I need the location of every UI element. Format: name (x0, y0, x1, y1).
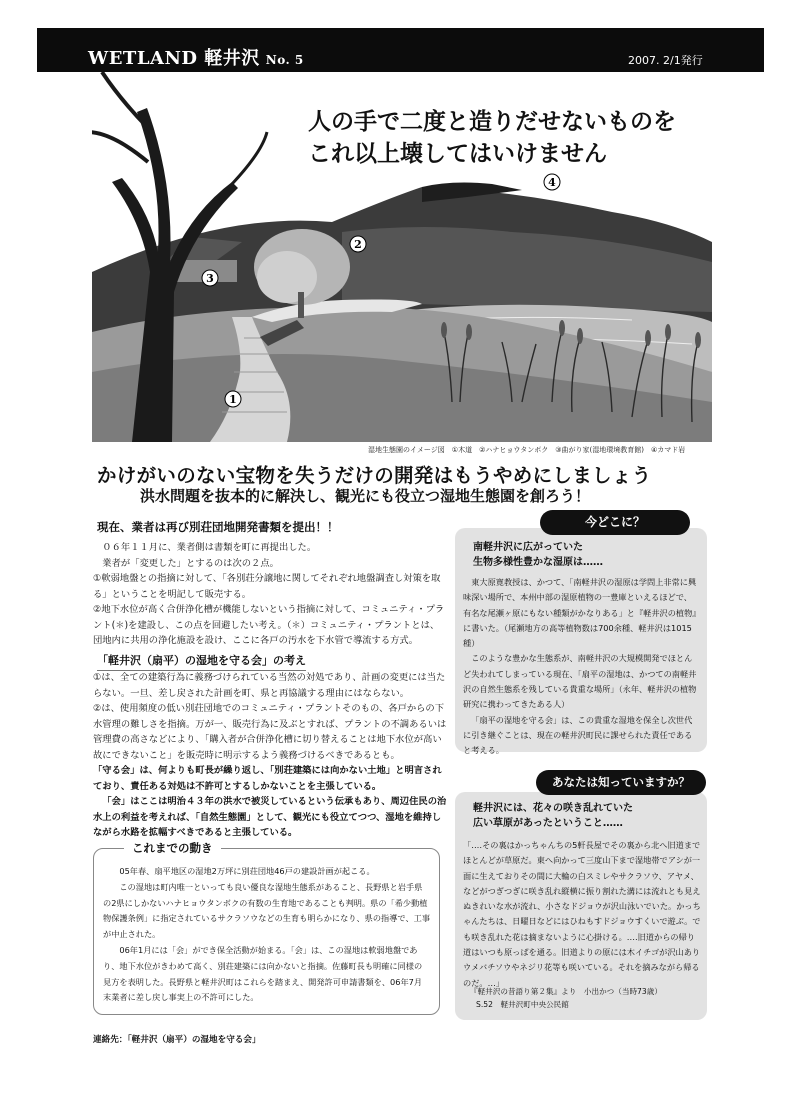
headline (308, 106, 676, 170)
paragraph: ０６年１１月に、業者側は書類を町に再提出した。 (102, 542, 317, 553)
heading-line: 生物多様性豊かな湿原は…… (473, 557, 603, 568)
paragraph: このような豊かな生態系が、南軽井沢の大規模開発でほとんど失われてしまっている現在、「扇平の湿地は、かつての南軽井沢の自然生態系を残している貴重な場所」（永年、軽井沢の植物研究に携わってきたある人） (463, 653, 697, 710)
illustration-caption: 湿地生態園のイメージ図 ①木道 ②ハナヒョウタンボク ③曲がり家(湿地環境教育館) ④カマド岩 (368, 446, 686, 454)
source-line: 『軽井沢の昔語り第２集』より 小出かつ（当時73歳） (470, 987, 662, 996)
paragraph: 「扇平の湿地を守る会」は、この貴重な湿地を保全し次世代に引き継ぐことは、現在の軽井沢町民に課せられた責任であると考える。 (463, 714, 693, 756)
contact-line: 連絡先：「軽井沢（扇平）の湿地を守る会」 (93, 1035, 261, 1045)
newsletter-title (88, 44, 304, 70)
paragraph: 東大原寛教授は、かつて、「南軽井沢の湿原は学問上非常に興味深い場所で、本州中部の湿原植物の一豊庫といえるほどで、有名な尾瀬ヶ原にもない種類がかなりある」と『軽井沢の植物』に書いた。（尾瀬地方の高等植物数は700余種、軽井沢は1015種） (463, 577, 697, 649)
paragraph: 「守る会」は、何よりも町長が繰り返し、「別荘建築には向かない土地」と明言されており、責任ある対処は不許可とするしかないことを主張している。 (93, 765, 442, 792)
now-where-heading (473, 540, 693, 570)
svg-text:4: 4 (548, 176, 556, 189)
heading-line: 広い草原があったということ…… (473, 818, 623, 829)
paragraph: 06年1月には「会」ができ保全活動が始まる。「会」は、この湿地は軟弱地盤であり、地下水位がきわめて高く、別荘建築には向かないと指摘。佐藤町長も明確に同様の見方を表明した。長野県と軽井沢町はこれらを踏まえ、開発許可申請書類を、06年7月末業者に差し戻し事実上の不許可にした。 (103, 944, 423, 1003)
issue-number: No. 5 (265, 53, 304, 67)
heading-line: 南軽井沢に広がっていた (473, 542, 583, 553)
paragraph: 「会」はここは明治４３年の洪水で被災しているという伝承もあり、周辺住民の治水上の利益を考えれば、「自然生態園」として、観光にも役立てつつ、湿地を維持しながら水路を拡幅すべきであると主張している。 (93, 796, 447, 838)
svg-text:1: 1 (229, 393, 237, 406)
did-you-know-heading (473, 801, 693, 831)
issue-date: 2007. 2/1発行 (628, 54, 703, 67)
headline-line-1: 人の手で二度と造りだせないものを (308, 108, 676, 135)
subheadline-1: かけがいのない宝物を失うだけの開発はもうやめにしましょう (97, 464, 652, 487)
now-where-badge: 今どこに？ (540, 510, 690, 535)
subheadline-2: 洪水問題を抜本的に解決し、観光にも役立つ湿地生態園を創ろう！ (140, 487, 591, 505)
did-you-know-quote: 「‥‥その裏はかっちゃんちの5軒長屋でその裏から北へ旧道までほとんどが草原だ。東へ向かって三度山下まで湿地帯でアシが一面に生えておりその間に大輪の白スミレやサクラソウ、アヤメ、などがつぎつぎに咲き乱れ縦横に振り割れた溝には流れとも見えぬきれいな水が流れ、小さなドジョウが沢山泳いでいた。かっちゃんたちは、日曜日などにはひねもすドジョウすくいで遊ぶ。でも咲き乱れた花は摘まないように心掛ける。‥‥旧道からの帰り道はいつも原っぱを通る。旧道よりの原には木イチゴが沢山ありウメバチソウやネジリ花等も咲いている。それを摘みながら帰るのだ。…」 (463, 840, 701, 988)
source-line: S.52 軽井沢町中央公民館 (476, 1000, 569, 1009)
history-title: これまでの動き (124, 840, 221, 856)
section-title-current-status: 現在、業者は再び別荘団地開発書類を提出！！ (97, 520, 339, 534)
section-title-association-view: 「軽井沢（扇平）の湿地を守る会」の考え (97, 652, 306, 671)
paragraph: ①は、全ての建築行為に義務づけられている当然の対処であり、計画の変更には当たらない。一旦、差し戻された計画を町、県と再協議する理由にはならない。 (93, 672, 446, 699)
did-you-know-badge: あなたは知っていますか？ (536, 770, 706, 795)
quote-source (470, 985, 700, 1011)
paragraph: 業者が「変更した」とするのは次の２点。 (102, 557, 279, 569)
history-text (103, 864, 430, 1006)
paragraph: ②地下水位が高く合併浄化槽が機能しないという指摘に対して、コミュニティ・プラント(＊)を建設し、この点を回避したい考え。（＊）コミュニティ・プラントとは、団地内に共用の浄化施設を設け、ここに各戸の汚水を下水管で導流する方式。 (93, 604, 445, 646)
section-association-view (93, 670, 450, 841)
svg-text:3: 3 (206, 272, 214, 285)
heading-line: 軽井沢には、花々の咲き乱れていた (473, 803, 633, 814)
paragraph: 05年春、扇平地区の湿地2万坪に別荘団地46戸の建設計画が起こる。 (119, 866, 375, 876)
paragraph: この湿地は町内唯一といっても良い優良な湿地生態系があること、長野県と岩手県の2県にしかないハナヒョウタンボクの有数の生育地であることも判明。県の「希少動植物保護条例」に指定されているサクラソウなどの生育も明らかになり、県の指導で、工事が中止された。 (103, 881, 431, 940)
paragraph: ①軟弱地盤との指摘に対して、「各別荘分譲地に関してそれぞれ地盤調査し対策を取る」ということを明記して販売する。 (93, 573, 441, 600)
headline-line-2: これ以上壊してはいけません (308, 140, 607, 167)
now-where-body (463, 575, 699, 759)
svg-text:2: 2 (354, 238, 362, 251)
newsletter-name: WETLAND 軽井沢 (88, 48, 260, 69)
paragraph: ②は、使用頻度の低い別荘団地でのコミュニティ・プラントそのもの、各戸からの下水管理の難しさを指摘。万が一、販売行為に及ぶとすれば、プラントの不調あるいは管理費の高さなどにより、「購入者が合併浄化槽に切り替えることは地下水位が高い故にできないこと」を販売時に明示するよう義務づけるべきであるとも。 (93, 703, 447, 761)
section-current-status (93, 540, 448, 649)
